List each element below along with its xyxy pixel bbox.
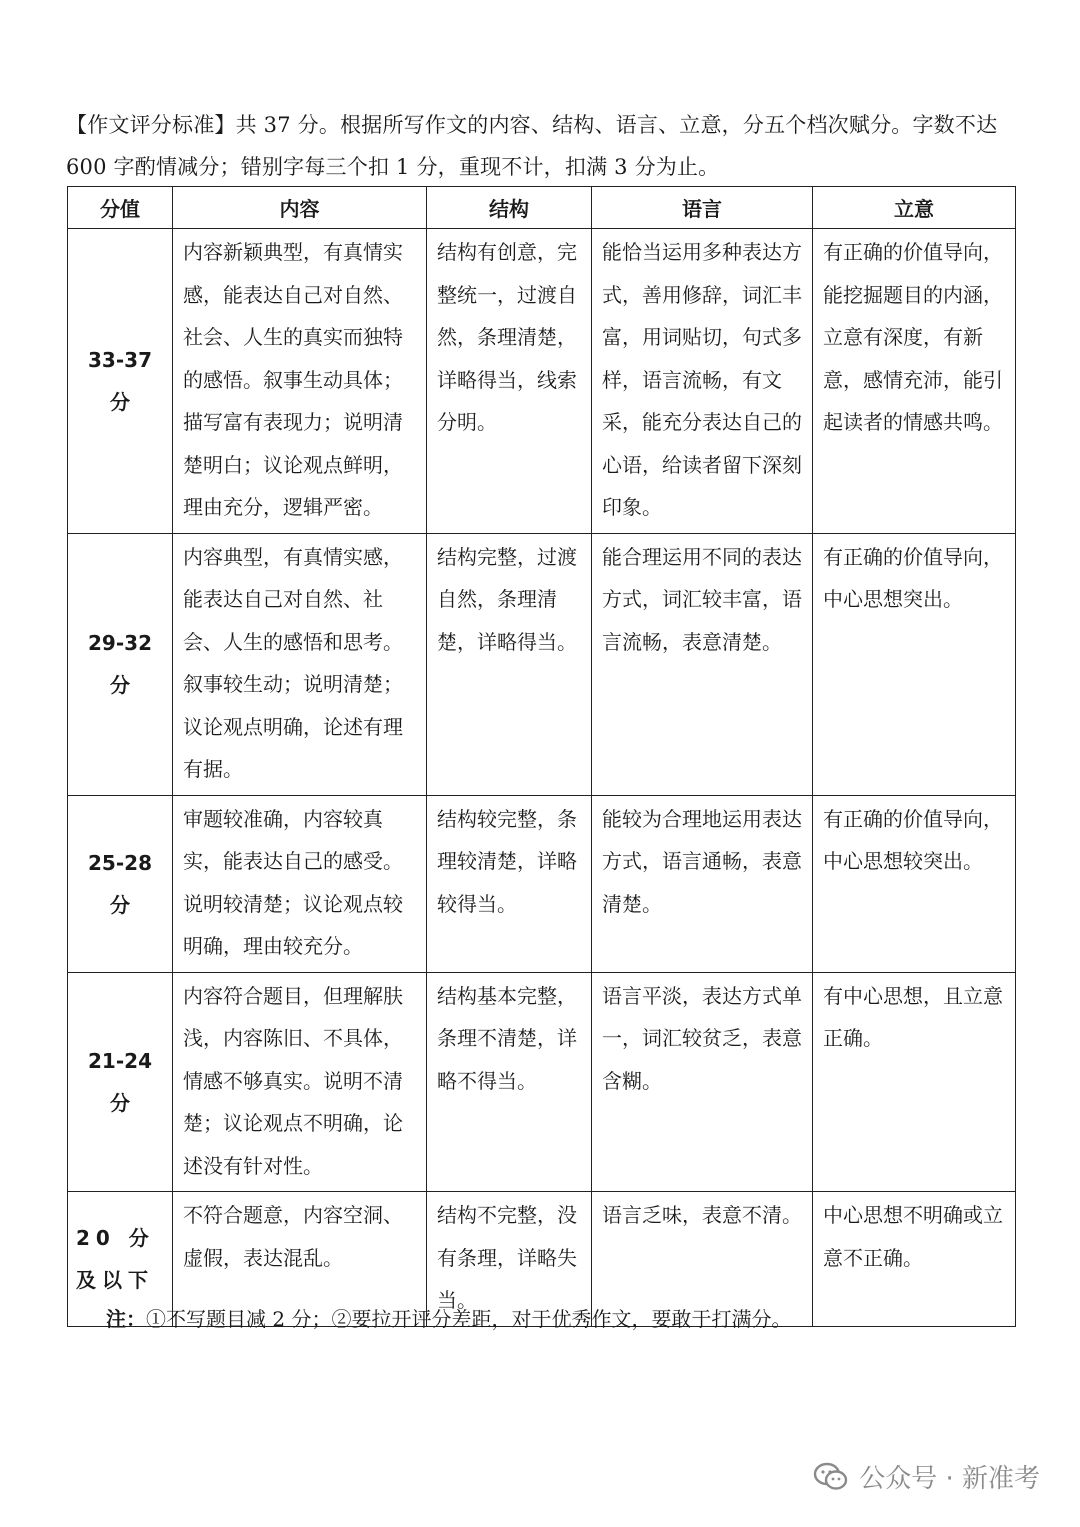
header-score: 分值 [68, 187, 173, 229]
table-header-row [68, 187, 1016, 229]
intent-cell: 有正确的价值导向，中心思想突出。 [813, 533, 1016, 795]
intent-cell: 有正确的价值导向，能挖掘题目的内涵，立意有深度，有新意，感情充沛，能引起读者的情感共鸣。 [813, 229, 1016, 534]
language-cell: 能合理运用不同的表达方式，词汇较丰富，语言流畅，表意清楚。 [592, 533, 813, 795]
content-cell: 内容新颖典型，有真情实感，能表达自己对自然、社会、人生的真实而独特的感悟。叙事生动具体；描写富有表现力；说明清楚明白；议论观点鲜明，理由充分，逻辑严密。 [173, 229, 427, 534]
footnote-text: ①不写题目减 2 分；②要拉开评分差距，对于优秀作文，要敢于打满分。 [146, 1307, 792, 1331]
structure-cell: 结构完整，过渡自然，条理清楚，详略得当。 [427, 533, 592, 795]
language-cell: 语言平淡，表达方式单一，词汇较贫乏，表意含糊。 [592, 972, 813, 1192]
structure-cell: 结构较完整，条理较清楚，详略较得当。 [427, 795, 592, 972]
wechat-icon [813, 1462, 849, 1492]
table-row [68, 229, 1016, 534]
intent-cell: 有正确的价值导向，中心思想较突出。 [813, 795, 1016, 972]
structure-cell: 结构有创意，完整统一，过渡自然，条理清楚，详略得当，线索分明。 [427, 229, 592, 534]
watermark-text: 公众号 · 新准考 [859, 1464, 1040, 1494]
header-intent: 立意 [813, 187, 1016, 229]
intent-cell: 中心思想不明确或立意不正确。 [813, 1192, 1016, 1327]
score-cell: 25-28 分 [68, 795, 173, 972]
scoring-rubric-table [67, 186, 1016, 1327]
score-cell: 29-32 分 [68, 533, 173, 795]
score-cell: 33-37 分 [68, 229, 173, 534]
table-row [68, 795, 1016, 972]
watermark [813, 1458, 1040, 1495]
content-cell: 内容符合题目，但理解肤浅，内容陈旧、不具体，情感不够真实。说明不清楚；议论观点不明确，论述没有针对性。 [173, 972, 427, 1192]
header-language: 语言 [592, 187, 813, 229]
header-content: 内容 [173, 187, 427, 229]
content-cell: 审题较准确，内容较真实，能表达自己的感受。说明较清楚；议论观点较明确，理由较充分。 [173, 795, 427, 972]
footnote-label: 注： [106, 1307, 146, 1331]
footnote [106, 1299, 791, 1339]
score-cell: 21-24 分 [68, 972, 173, 1192]
language-cell: 能恰当运用多种表达方式，善用修辞，词汇丰富，用词贴切，句式多样，语言流畅，有文采，能充分表达自己的心语，给读者留下深刻印象。 [592, 229, 813, 534]
intent-cell: 有中心思想，且立意正确。 [813, 972, 1016, 1192]
score-cell: 20 分及以下 [68, 1192, 173, 1327]
structure-cell: 结构基本完整，条理不清楚，详略不得当。 [427, 972, 592, 1192]
structure-cell: 结构不完整，没有条理，详略失当。 [427, 1192, 592, 1327]
content-cell: 内容典型，有真情实感，能表达自己对自然、社会、人生的感悟和思考。叙事较生动；说明清楚；议论观点明确，论述有理有据。 [173, 533, 427, 795]
intro-paragraph: 【作文评分标准】共 37 分。根据所写作文的内容、结构、语言、立意，分五个档次赋分。字数不达 600 字酌情减分；错别字每三个扣 1 分，重现不计，扣满 3 分为止。 [66, 113, 998, 179]
language-cell: 语言乏味，表意不清。 [592, 1192, 813, 1327]
table-row [68, 972, 1016, 1192]
language-cell: 能较为合理地运用表达方式，语言通畅，表意清楚。 [592, 795, 813, 972]
table-row [68, 533, 1016, 795]
header-structure: 结构 [427, 187, 592, 229]
content-cell: 不符合题意，内容空洞、虚假，表达混乱。 [173, 1192, 427, 1327]
